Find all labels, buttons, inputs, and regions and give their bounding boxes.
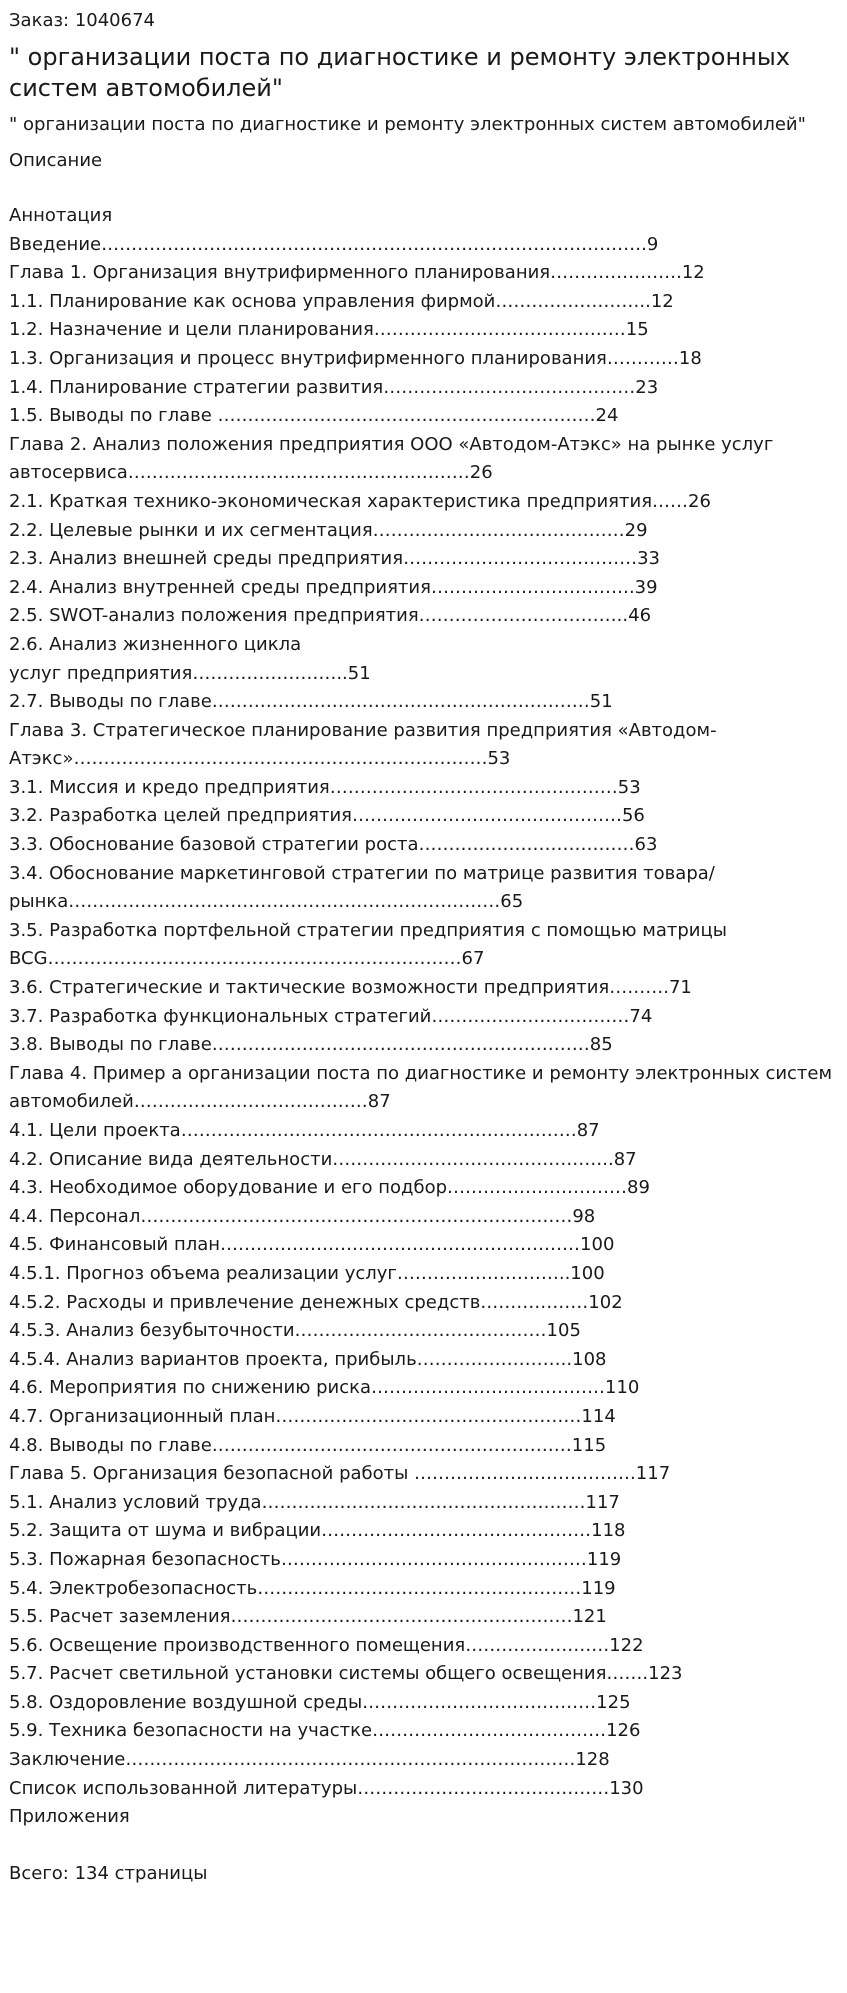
toc-entry: Приложения: [9, 1806, 130, 1828]
toc-entry: 5.6. Освещение производственного помещения……………………122: [9, 1634, 644, 1656]
toc-entry: 5.9. Техника безопасности на участке…………………………………126: [9, 1720, 641, 1742]
toc-entry: 4.7. Организационный план……………………………………………114: [9, 1405, 616, 1427]
toc-entry: 4.1. Цели проекта…………………………………………………………87: [9, 1120, 600, 1141]
toc-entry: 2.5. SWOT-анализ положения предприятия……………………………..46: [9, 605, 652, 627]
toc-entry: Заключение…………………………………………………………………128: [9, 1749, 610, 1771]
toc-entry: 4.6. Мероприятия по снижению риска…………………………………110: [9, 1377, 640, 1399]
toc-entry: Глава 1. Организация внутрифирменного планирования………………….12: [9, 262, 705, 284]
toc-entry: 4.5.1. Прогноз объема реализации услуг………………………..100: [9, 1262, 605, 1284]
toc-entry: Глава 3. Стратегическое планирование развития предприятия «Автодом-Атэкс»……………………………………………………………53: [9, 719, 717, 770]
toc-entry: Аннотация: [9, 205, 113, 226]
toc-entry: 3.8. Выводы по главе………………………………………………………85: [9, 1034, 613, 1056]
work-subtitle: " организации поста по диагностике и ремонту электронных систем автомобилей": [9, 114, 806, 135]
description-heading: Описание: [9, 150, 103, 171]
toc-entry: Список использованной литературы……………………………………130: [9, 1777, 644, 1799]
toc-entry: 5.7. Расчет светильной установки системы общего освещения…….123: [9, 1663, 683, 1685]
toc-entry: 4.5. Финансовый план……………………………………………………100: [9, 1234, 615, 1256]
toc-entry: 2.2. Целевые рынки и их сегментация……………………………………29: [9, 519, 648, 541]
toc-entry: 4.3. Необходимое оборудование и его подбор…………………………89: [9, 1177, 650, 1199]
toc-entry: 3.1. Миссия и кредо предприятия…………………………………………53: [9, 776, 641, 798]
toc-entry: 4.4. Персонал………………………………………………………………98: [9, 1205, 596, 1227]
work-title: " организации поста по диагностике и ремонту электронных систем автомобилей": [9, 43, 790, 102]
toc-entry: 3.2. Разработка целей предприятия………………………………………56: [9, 805, 645, 827]
toc-entry: 2.7. Выводы по главе………………………………………………………51: [9, 691, 613, 713]
toc-entry: 1.4. Планирование стратегии развития……………………………………23: [9, 376, 659, 398]
total-pages: Всего: 134 страницы: [9, 1863, 208, 1885]
toc-entry: 5.5. Расчет заземления…………………………………………………121: [9, 1606, 607, 1628]
toc-entry: 1.5. Выводы по главе ………………………………………………………24: [9, 405, 619, 427]
toc-entry: 4.8. Выводы по главе……………………………………………………115: [9, 1434, 607, 1456]
order-number: Заказ: 1040674: [9, 10, 155, 31]
toc-entry: 3.3. Обоснование базовой стратегии роста………………………………63: [9, 834, 658, 856]
table-of-contents: [9, 202, 839, 1832]
toc-entry: 4.2. Описание вида деятельности………………………………………..87: [9, 1148, 637, 1170]
toc-entry: 1.1. Планирование как основа управления фирмой……………………..12: [9, 290, 674, 312]
toc-entry: 5.2. Защита от шума и вибрации………………………………………118: [9, 1520, 626, 1542]
toc-entry: Глава 5. Организация безопасной работы ……………………………….117: [9, 1463, 671, 1485]
toc-entry: 5.1. Анализ условий труда………………………………………………117: [9, 1491, 620, 1513]
toc-entry: услуг предприятия……………………..51: [9, 662, 371, 684]
toc-entry: 2.1. Краткая технико-экономическая характеристика предприятия……26: [9, 490, 711, 512]
toc-entry: 3.5. Разработка портфельной стратегии предприятия с помощью матрицы BCG……………………………………………………………67: [9, 919, 733, 970]
toc-entry: 4.5.3. Анализ безубыточности……………………………………105: [9, 1320, 581, 1342]
toc-entry: 5.8. Оздоровление воздушной среды…………………………………125: [9, 1691, 631, 1713]
toc-entry: 4.5.2. Расходы и привлечение денежных средств………………102: [9, 1291, 623, 1313]
toc-entry: 3.6. Стратегические и тактические возможности предприятия……….71: [9, 977, 692, 999]
toc-entry: Глава 2. Анализ положения предприятия ООО «Автодом-Атэкс» на рынке услуг автосервиса…………………………………………………26: [9, 433, 780, 484]
toc-entry: 2.6. Анализ жизненного цикла: [9, 633, 302, 655]
toc-entry: 1.3. Организация и процесс внутрифирменного планирования…………18: [9, 347, 702, 369]
toc-entry: Глава 4. Пример а организации поста по диагностике и ремонту электронных систем автомобилей…………………………………87: [9, 1062, 838, 1113]
toc-entry: 2.4. Анализ внутренней среды предприятия…………………………….39: [9, 576, 658, 598]
spacer: [9, 1832, 839, 1861]
toc-entry: Введение……………………………………………………………………………….9: [9, 233, 659, 255]
toc-entry: 1.2. Назначение и цели планирования……………………………………15: [9, 319, 649, 341]
toc-entry: 3.4. Обоснование маркетинговой стратегии по матрице развития товара/рынка………………………………………………………………65: [9, 862, 715, 913]
toc-entry: 5.3. Пожарная безопасность……………………………………………119: [9, 1548, 622, 1570]
toc-entry: 2.3. Анализ внешней среды предприятия…………………………………33: [9, 548, 660, 570]
toc-entry: 3.7. Разработка функциональных стратегий……………………………74: [9, 1005, 653, 1027]
toc-entry: 5.4. Электробезопасность………………………………………………119: [9, 1577, 616, 1599]
toc-entry: 4.5.4. Анализ вариантов проекта, прибыль……………………..108: [9, 1348, 607, 1370]
